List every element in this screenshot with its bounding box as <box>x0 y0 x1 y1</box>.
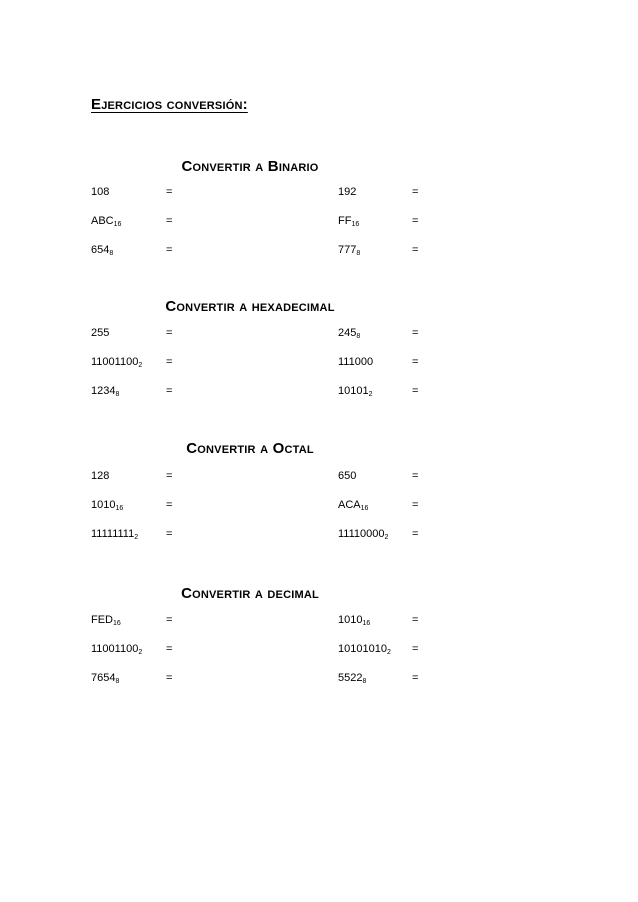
right-value: $245_8$ <box>338 327 361 340</box>
exercise-row <box>0 640 638 658</box>
right-equals: = <box>412 643 419 655</box>
right-equals: = <box>412 672 419 684</box>
left-equals: = <box>166 215 173 227</box>
exercise-row <box>0 525 638 543</box>
left-value: $11001100_2$ <box>91 643 143 656</box>
left-value: $11111111_2$ <box>91 528 139 541</box>
exercise-row <box>0 496 638 514</box>
left-equals: = <box>166 499 173 511</box>
page-title: Ejercicios conversión: <box>91 96 248 113</box>
right-value: $FF_{16}$ <box>338 215 360 228</box>
exercise-row <box>0 183 638 201</box>
right-value: 111000 <box>338 356 374 368</box>
exercise-row <box>0 324 638 342</box>
right-equals: = <box>412 327 419 339</box>
right-value: 192 <box>338 186 357 198</box>
right-equals: = <box>412 356 419 368</box>
left-value: 128 <box>91 470 110 482</box>
section-title: Convertir a Binario <box>181 158 319 175</box>
right-equals: = <box>412 215 419 227</box>
right-value: $ACA_{16}$ <box>338 499 369 512</box>
right-value: $11110000_2$ <box>338 528 389 541</box>
right-equals: = <box>412 186 419 198</box>
exercise-row <box>0 382 638 400</box>
right-value: $1010_{16}$ <box>338 614 371 627</box>
left-value: 255 <box>91 327 110 339</box>
section-title: Convertir a Octal <box>186 440 314 457</box>
left-equals: = <box>166 186 173 198</box>
left-equals: = <box>166 356 173 368</box>
exercise-row <box>0 353 638 371</box>
right-equals: = <box>412 614 419 626</box>
left-equals: = <box>166 327 173 339</box>
exercise-row <box>0 241 638 259</box>
section-title: Convertir a hexadecimal <box>165 298 335 315</box>
left-value: $11001100_2$ <box>91 356 143 369</box>
left-equals: = <box>166 528 173 540</box>
right-value: $10101010_2$ <box>338 643 391 656</box>
right-equals: = <box>412 499 419 511</box>
right-value: 650 <box>338 470 357 482</box>
right-value: $10101_2$ <box>338 385 373 398</box>
right-equals: = <box>412 470 419 482</box>
left-equals: = <box>166 643 173 655</box>
left-equals: = <box>166 244 173 256</box>
right-value: $5522_8$ <box>338 672 367 685</box>
left-value: $ABC_{16}$ <box>91 215 122 228</box>
right-equals: = <box>412 385 419 397</box>
right-value: $777_8$ <box>338 244 361 257</box>
left-value: 108 <box>91 186 110 198</box>
left-equals: = <box>166 672 173 684</box>
section-title: Convertir a decimal <box>181 585 319 602</box>
left-equals: = <box>166 470 173 482</box>
exercise-row <box>0 467 638 485</box>
left-value: $654_8$ <box>91 244 114 257</box>
left-equals: = <box>166 614 173 626</box>
right-equals: = <box>412 528 419 540</box>
left-value: $FED_{16}$ <box>91 614 121 627</box>
exercise-row <box>0 212 638 230</box>
left-equals: = <box>166 385 173 397</box>
left-value: $1234_8$ <box>91 385 120 398</box>
exercise-row <box>0 669 638 687</box>
left-value: $7654_8$ <box>91 672 120 685</box>
left-value: $1010_{16}$ <box>91 499 124 512</box>
right-equals: = <box>412 244 419 256</box>
exercise-row <box>0 611 638 629</box>
